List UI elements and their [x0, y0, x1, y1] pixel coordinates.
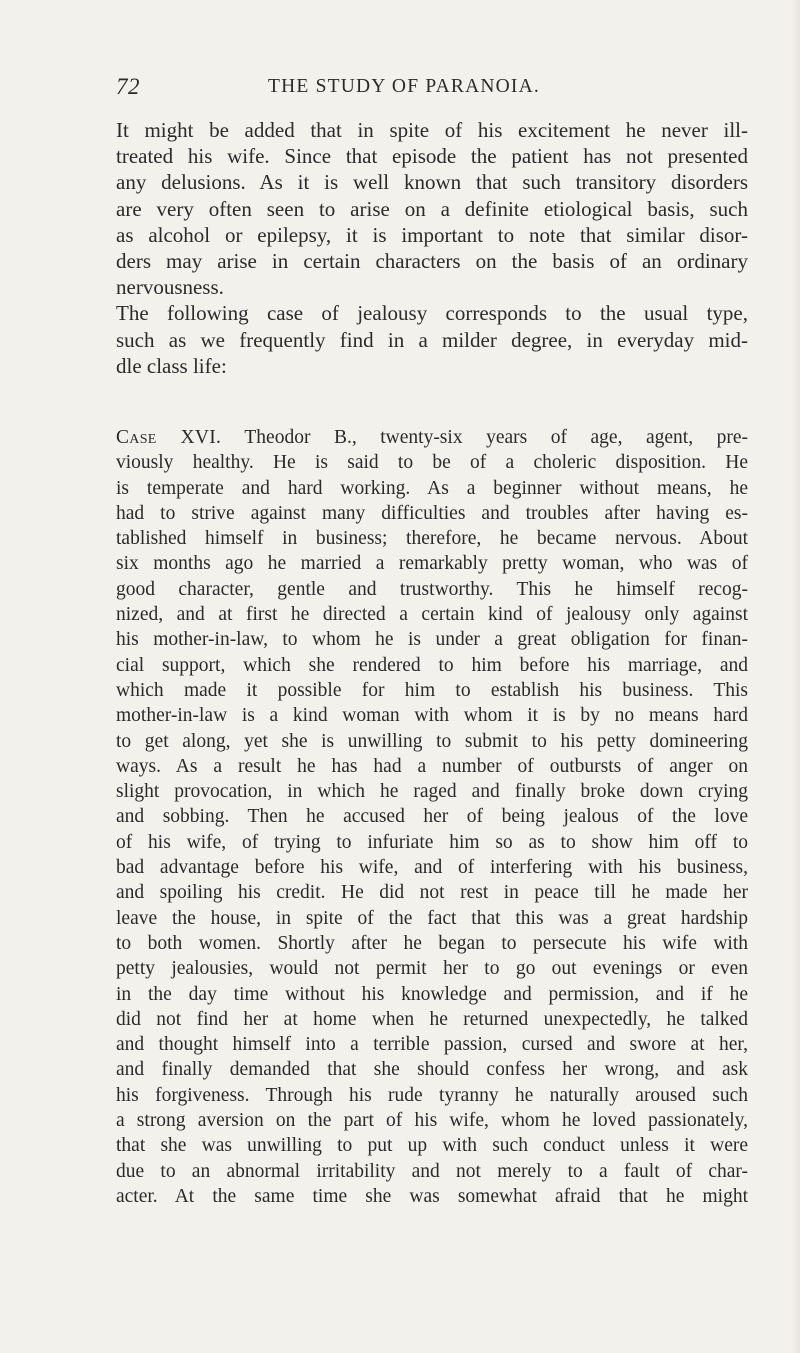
- text-line: tablished himself in business; therefore, he became nervous. About: [116, 528, 748, 550]
- page-edge-shadow: [792, 0, 800, 1353]
- page-number: 72: [116, 74, 140, 99]
- text-line: nervousness.: [116, 275, 224, 300]
- text-line: six months ago he married a remarkably pretty woman, who was of: [116, 553, 748, 575]
- text-line: which made it possible for him to establish his business. This: [116, 679, 748, 701]
- text-line: treated his wife. Since that episode the patient has not presented: [116, 144, 748, 169]
- text-line: his forgiveness. Through his rude tyranny he naturally aroused such: [116, 1084, 748, 1106]
- intro-paragraphs: [116, 117, 748, 379]
- text-line: that she was unwilling to put up with such conduct unless it were: [116, 1135, 748, 1157]
- text-line: acter. At the same time she was somewhat afraid that he might: [116, 1185, 748, 1207]
- text-line: of his wife, of trying to infuriate him so as to show him off to: [116, 831, 748, 853]
- text-line: to get along, yet she is unwilling to submit to his petty domineering: [116, 730, 748, 752]
- running-head: THE STUDY OF PARANOIA.: [268, 76, 540, 97]
- text-line: nized, and at first he directed a certain kind of jealousy only against: [116, 604, 748, 626]
- text-line: good character, gentle and trustworthy. This he himself recog-: [116, 578, 748, 600]
- text-line: bad advantage before his wife, and of interfering with his business,: [116, 857, 748, 879]
- text-line: is temperate and hard working. As a beginner without means, he: [116, 477, 748, 499]
- text-line: in the day time without his knowledge and permission, and if he: [116, 983, 748, 1005]
- text-line: viously healthy. He is said to be of a choleric disposition. He: [116, 452, 748, 474]
- text-line: The following case of jealousy corresponds to the usual type,: [116, 301, 748, 326]
- text-line: had to strive against many difficulties and troubles after having es-: [116, 502, 748, 524]
- text-line: and spoiling his credit. He did not rest in peace till he made her: [116, 882, 748, 904]
- case-label: Case XVI.: [116, 427, 222, 448]
- text-line: as alcohol or epilepsy, it is important to note that similar disor-: [116, 222, 748, 247]
- text-line: a strong aversion on the part of his wife, whom he loved passionately,: [116, 1110, 748, 1132]
- text-line: leave the house, in spite of the fact that this was a great hardship: [116, 907, 748, 929]
- text-line: did not find her at home when he returned unexpectedly, he talked: [116, 1008, 748, 1030]
- text-line: ders may arise in certain characters on the basis of an ordinary: [116, 249, 748, 274]
- text-line: his mother-in-law, to whom he is under a great obligation for finan-: [116, 629, 748, 651]
- case-xvi-paragraph: [116, 425, 748, 1209]
- text-line: petty jealousies, would not permit her to go out evenings or even: [116, 958, 748, 980]
- case-first-line: [116, 425, 748, 450]
- text-line: any delusions. As it is well known that such transitory disorders: [116, 170, 748, 195]
- text-line: It might be added that in spite of his excitement he never ill-: [116, 118, 748, 142]
- case-first-line-text: Theodor B., twenty-six years of age, agent, pre-: [221, 427, 748, 448]
- text-line: dle class life:: [116, 353, 227, 378]
- text-line: are very often seen to arise on a definite etiological basis, such: [116, 196, 748, 221]
- text-line: mother-in-law is a kind woman with whom it is by no means hard: [116, 705, 748, 727]
- text-line: ways. As a result he has had a number of outbursts of anger on: [116, 755, 748, 777]
- text-line: and sobbing. Then he accused her of being jealous of the love: [116, 806, 748, 828]
- page-header: [116, 74, 672, 104]
- text-line: and finally demanded that she should confess her wrong, and ask: [116, 1059, 748, 1081]
- text-line: such as we frequently find in a milder degree, in everyday mid-: [116, 327, 748, 352]
- text-line: cial support, which she rendered to him before his marriage, and: [116, 654, 748, 676]
- text-line: to both women. Shortly after he began to persecute his wife with: [116, 932, 748, 954]
- text-line: and thought himself into a terrible passion, cursed and swore at her,: [116, 1034, 748, 1056]
- text-line: slight provocation, in which he raged and finally broke down crying: [116, 781, 748, 803]
- text-line: due to an abnormal irritability and not merely to a fault of char-: [116, 1160, 748, 1182]
